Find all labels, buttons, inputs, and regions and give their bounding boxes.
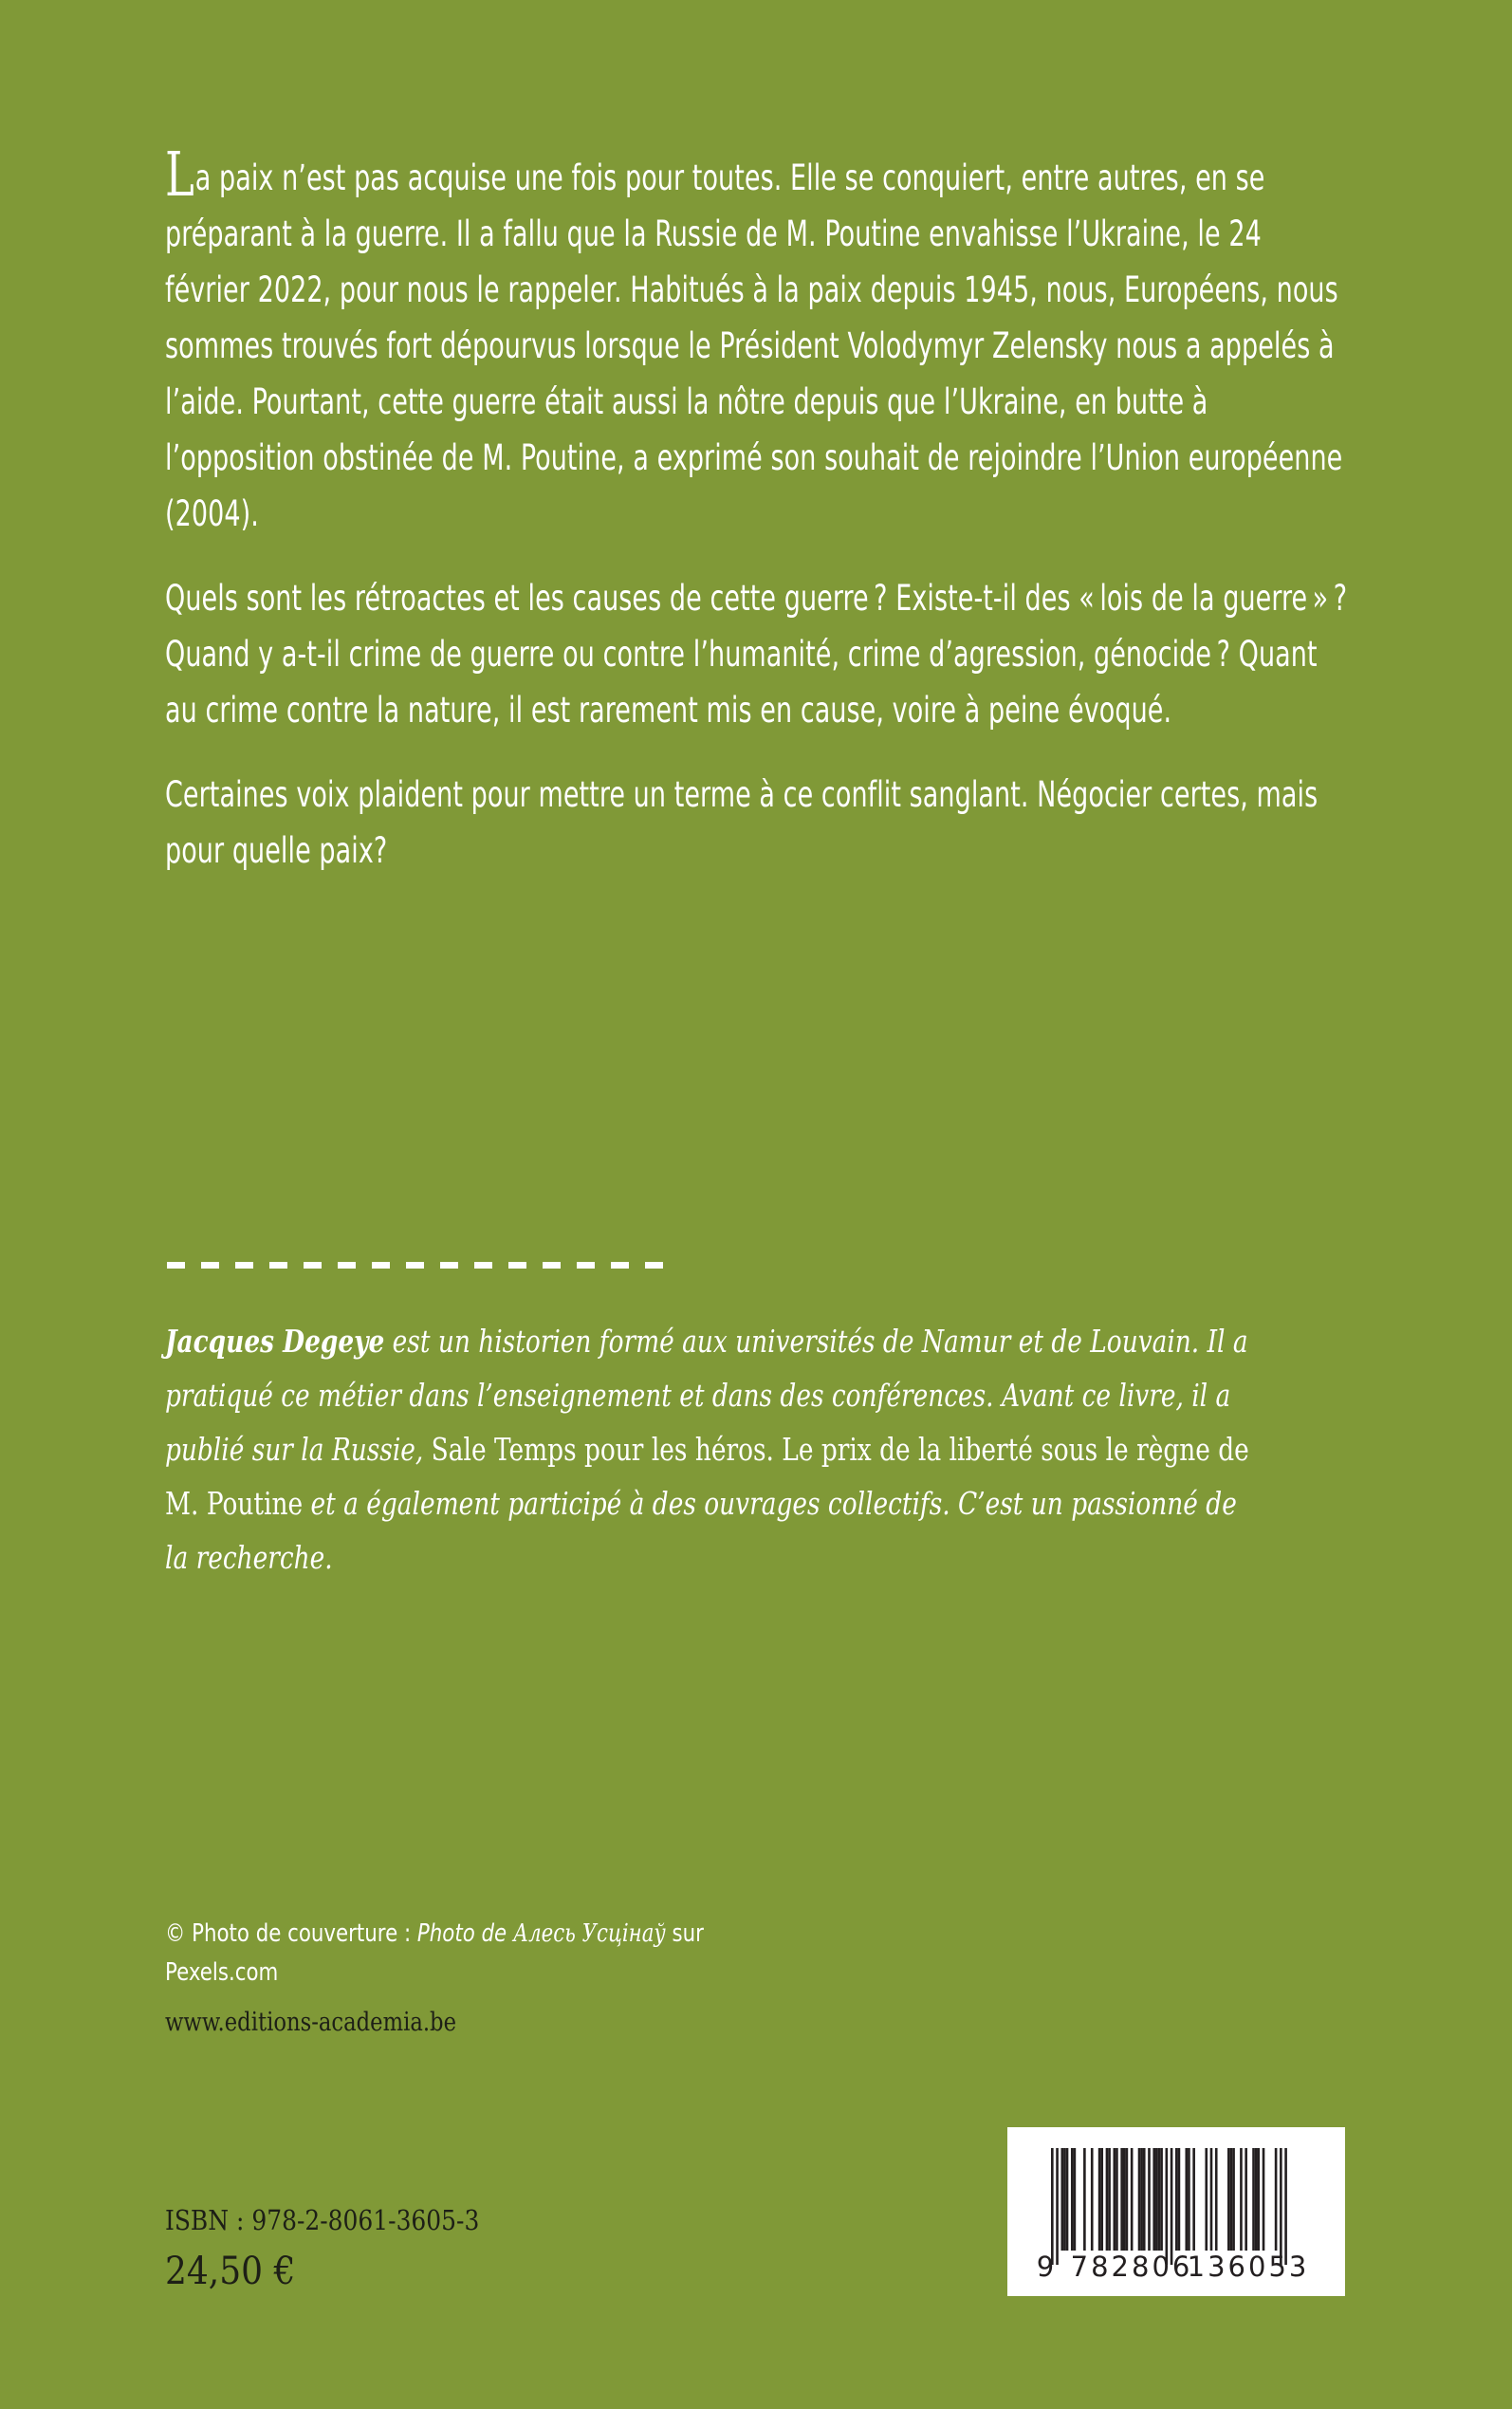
credit-suffix: sur (665, 1919, 704, 1948)
author-bio-paragraph (165, 1314, 1265, 1584)
credit-photo-de: Photo de (416, 1919, 513, 1948)
photographer-name: Алесь Усцінаў (512, 1919, 666, 1948)
isbn-text: ISBN : 978-2-8061-3605-3 (165, 2204, 480, 2236)
barcode-digit-leading: 9 (1036, 2251, 1055, 2283)
blurb-text-block (165, 139, 1349, 879)
price-text: 24,50 € (165, 2250, 296, 2293)
photo-source-site: Pexels.com (165, 1958, 279, 1987)
author-name: Jacques Degeye (165, 1323, 385, 1360)
blurb-paragraph-2: Quels sont les rétroactes et les causes de cette guerre ? Existe-t-il des « lois de la guerre » ? Quand y a-t-il crime de guerre ou contre l’humanité, crime d’agression, génocide ? Quant au crime contre la nature, il est rarement mis en cause, voire à peine évoqué. (165, 577, 1348, 731)
cover-photo-credit (165, 1915, 1019, 1992)
blurb-paragraph-1-body: a paix n’est pas acquise une fois pour toutes. Elle se conquiert, entre autres, en se préparant à la guerre. Il a fallu que la Russie de M. Poutine envahisse l’Ukraine, le 24 février 2022, pour nous le rappeler. Habitués à la paix depuis 1945, nous, Européens, nous sommes trouvés fort dépourvus lorsque le Président Volodymyr Zelensky nous a appelés à l’aide. Pourtant, cette guerre était aussi la nôtre depuis que l’Ukraine, en butte à l’opposition obstinée de M. Poutine, a exprimé son souhait de rejoindre l’Union européenne (2004). (165, 157, 1343, 534)
credit-prefix: © Photo de couverture : (165, 1919, 417, 1948)
barcode-digits-right: 136053 (1187, 2251, 1310, 2283)
author-bio-text-after-title: et a également participé à des ouvrages collectifs. C’est un passionné de la recherche. (165, 1485, 1237, 1576)
blurb-paragraph-1 (165, 139, 1349, 542)
previous-work-title: Sale Temps pour les héros. Le prix de la liberté sous le règne de M. Poutine (165, 1431, 1249, 1522)
barcode-digits-left: 782806 (1070, 2251, 1193, 2283)
author-bio-block (165, 1314, 1265, 1584)
ean13-barcode (1007, 2127, 1345, 2296)
publisher-website[interactable]: www.editions-academia.be (165, 2008, 457, 2037)
isbn-price-block (165, 2199, 530, 2298)
dashed-divider (167, 1262, 675, 1269)
drop-cap-letter: L (165, 139, 194, 212)
blurb-paragraph-3: Certaines voix plaident pour mettre un terme à ce conflit sanglant. Négocier certes, mais pour quelle paix? (165, 773, 1318, 871)
author-bio-text-before-title: est un historien formé aux universités de Namur et de Louvain. Il a pratiqué ce métier dans l’enseignement et dans des conférences. Avant ce livre, il a publié sur la Russie, (165, 1323, 1248, 1468)
barcode-svg (1007, 2127, 1345, 2296)
dashed-divider-line (167, 1262, 675, 1269)
cover-photo-credit-block (165, 1915, 1019, 1992)
